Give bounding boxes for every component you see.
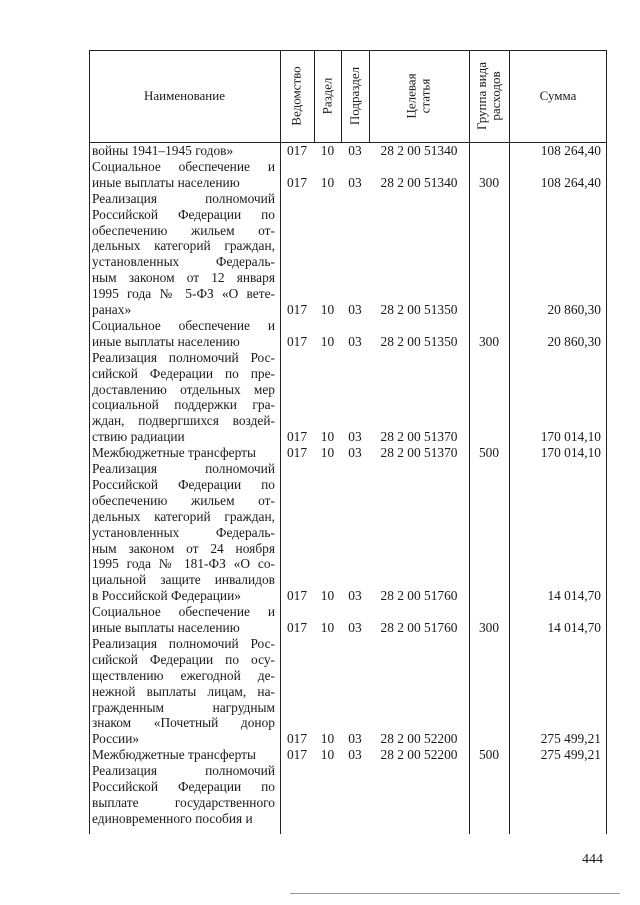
row-summa: 20 860,30 [547, 333, 601, 349]
row-name-line: гражденным нагрудным [92, 699, 275, 715]
header-podrazdel-label: Подраздел [347, 66, 363, 126]
row-name-line: 1995 года № 5-ФЗ «О вете- [92, 286, 275, 302]
row-name-line: нежной выплаты лицам, на- [92, 683, 275, 699]
row-name [92, 318, 275, 350]
row-podrazdel: 03 [348, 731, 362, 747]
row-tselevaya: 28 2 00 51370 [380, 429, 458, 445]
row-tselevaya: 28 2 00 52200 [380, 731, 458, 747]
row-razdel: 10 [320, 747, 335, 763]
header-gruppa-line1: Группа вида [474, 62, 490, 130]
row-name-line: войны 1941–1945 годов» [92, 143, 234, 158]
row-summa: 275 499,21 [540, 731, 601, 747]
row-name-line: сийской Федерации по пре- [92, 365, 275, 381]
row-podrazdel: 03 [348, 301, 362, 317]
row-name [92, 191, 275, 318]
row-tselevaya: 28 2 00 51350 [380, 301, 458, 317]
row-podrazdel: 03 [348, 429, 362, 445]
row-summa: 170 014,10 [540, 429, 601, 445]
row-name-line: Реализация полномочий [92, 461, 275, 476]
row-name-line: Реализация полномочий Рос- [92, 349, 275, 365]
row-name-line: Межбюджетные трансферты [92, 445, 256, 461]
row-name-line: знаком «Почетный донор [92, 715, 275, 731]
row-summa: 14 014,70 [547, 588, 601, 604]
row-name [92, 350, 275, 445]
row-name [92, 604, 275, 636]
row-razdel: 10 [320, 588, 335, 604]
row-vedomstvo: 017 [286, 731, 308, 747]
row-summa: 108 264,40 [540, 174, 601, 190]
row-name-line: России» [92, 731, 140, 747]
table-row [89, 143, 607, 159]
row-name-line: дельных категорий граждан, [92, 508, 275, 524]
header-summa-label: Сумма [539, 88, 577, 103]
table-row [89, 318, 607, 350]
table-row [89, 461, 607, 604]
row-gruppa: 500 [478, 445, 500, 461]
row-razdel: 10 [320, 429, 335, 445]
table-row [89, 191, 607, 318]
row-podrazdel: 03 [348, 588, 362, 604]
row-summa: 20 860,30 [547, 301, 601, 317]
row-tselevaya: 28 2 00 51760 [380, 588, 458, 604]
row-vedomstvo: 017 [286, 142, 308, 158]
row-name [92, 636, 275, 747]
header-vedomstvo [280, 50, 314, 142]
row-podrazdel: 03 [348, 445, 362, 461]
table-row [89, 763, 607, 827]
header-summa [509, 50, 607, 142]
col-divider-pod [369, 50, 370, 142]
row-razdel: 10 [320, 445, 335, 461]
row-name-line: иные выплаты населению [92, 174, 240, 190]
row-gruppa: 300 [478, 174, 500, 190]
row-vedomstvo: 017 [286, 301, 308, 317]
table-row [89, 636, 607, 747]
row-podrazdel: 03 [348, 619, 362, 635]
col-divider-ved [314, 50, 315, 142]
row-name [92, 461, 275, 604]
row-name-line: Реализация полномочий [92, 763, 275, 779]
header-gruppa-label [475, 62, 503, 130]
row-name [92, 763, 275, 827]
row-tselevaya: 28 2 00 52200 [380, 747, 458, 763]
row-name-line: в Российской Федерации» [92, 588, 241, 604]
row-name-line: обеспечению жильем от- [92, 222, 275, 238]
row-name-line: социальной поддержки гра- [92, 397, 275, 413]
header-razdel [314, 50, 341, 142]
row-razdel: 10 [320, 174, 335, 190]
row-podrazdel: 03 [348, 747, 362, 763]
row-name-line: доставлению отдельных мер [92, 381, 275, 397]
table-row [89, 350, 607, 445]
header-tselevaya-line1: Целевая [403, 73, 419, 119]
row-name-line: ществлению ежегодной де- [92, 667, 275, 683]
header-name-label: Наименование [144, 88, 225, 103]
row-razdel: 10 [320, 142, 335, 158]
row-name-line: Российской Федерации по [92, 476, 275, 492]
row-vedomstvo: 017 [286, 333, 308, 349]
header-gruppa [469, 50, 509, 142]
row-razdel: 10 [320, 731, 335, 747]
row-name-line: Российской Федерации по [92, 779, 275, 794]
header-tselevaya [369, 50, 469, 142]
row-name-line: Реализация полномочий [92, 190, 275, 206]
row-summa: 275 499,21 [540, 747, 601, 763]
page-number: 444 [582, 852, 603, 867]
row-name-line: иные выплаты населению [92, 620, 240, 635]
row-summa: 108 264,40 [540, 142, 601, 158]
row-tselevaya: 28 2 00 51350 [380, 333, 458, 349]
table-row [89, 747, 607, 763]
row-razdel: 10 [320, 301, 335, 317]
row-name-line: выплате государственного [92, 794, 275, 810]
row-name-line: Российской Федерации по [92, 206, 275, 222]
header-tselevaya-label [405, 73, 433, 118]
col-divider-raz [341, 50, 342, 142]
header-name [89, 50, 280, 142]
header-gruppa-line2: расходов [488, 71, 504, 121]
row-name [92, 143, 275, 159]
row-name-line: ным законом от 12 января [92, 270, 275, 286]
row-gruppa: 500 [478, 747, 500, 763]
table-row [89, 604, 607, 636]
row-tselevaya: 28 2 00 51340 [380, 174, 458, 190]
row-name [92, 747, 275, 763]
row-razdel: 10 [320, 333, 335, 349]
row-tselevaya: 28 2 00 51760 [380, 619, 458, 635]
row-name-line: циальной защите инвалидов [92, 572, 275, 588]
row-name-line: установленных Федераль- [92, 254, 275, 270]
row-vedomstvo: 017 [286, 445, 308, 461]
row-gruppa: 300 [478, 333, 500, 349]
row-vedomstvo: 017 [286, 174, 308, 190]
row-name-line: Межбюджетные трансферты [92, 747, 256, 763]
row-podrazdel: 03 [348, 174, 362, 190]
budget-table [89, 50, 607, 834]
row-name-line: ждан, подвергшихся воздей- [92, 413, 275, 429]
row-name-line: сийской Федерации по осу- [92, 651, 275, 667]
row-name [92, 159, 275, 191]
bottom-rule [290, 893, 620, 894]
row-name-line: ствию радиации [92, 429, 185, 445]
row-razdel: 10 [320, 619, 335, 635]
row-name-line: установленных Федераль- [92, 524, 275, 540]
row-summa: 170 014,10 [540, 445, 601, 461]
table-top-border [89, 50, 607, 51]
row-podrazdel: 03 [348, 142, 362, 158]
row-gruppa: 300 [478, 619, 500, 635]
header-podrazdel [341, 50, 369, 142]
row-tselevaya: 28 2 00 51340 [380, 142, 458, 158]
row-tselevaya: 28 2 00 51370 [380, 445, 458, 461]
row-name-line: иные выплаты населению [92, 333, 240, 349]
row-name-line: дельных категорий граждан, [92, 238, 275, 254]
row-name-line: 1995 года № 181-ФЗ «О со- [92, 556, 275, 572]
row-vedomstvo: 017 [286, 747, 308, 763]
row-summa: 14 014,70 [547, 619, 601, 635]
row-vedomstvo: 017 [286, 588, 308, 604]
row-name-line: Социальное обеспечение и [92, 604, 275, 620]
header-vedomstvo-label: Ведомство [289, 66, 304, 126]
header-razdel-label: Раздел [319, 77, 335, 115]
row-vedomstvo: 017 [286, 429, 308, 445]
row-vedomstvo: 017 [286, 619, 308, 635]
row-name-line: Реализация полномочий Рос- [92, 635, 275, 651]
row-name-line: единовременного пособия и [92, 810, 253, 826]
row-name [92, 445, 275, 461]
table-row [89, 159, 607, 191]
row-podrazdel: 03 [348, 333, 362, 349]
row-name-line: ранах» [92, 302, 132, 318]
row-name-line: Социальное обеспечение и [92, 317, 275, 333]
header-tselevaya-line2: статья [417, 78, 433, 114]
row-name-line: обеспечению жильем от- [92, 492, 275, 508]
row-name-line: Социальное обеспечение и [92, 158, 275, 174]
row-name-line: ным законом от 24 ноября [92, 540, 275, 556]
table-row [89, 445, 607, 461]
